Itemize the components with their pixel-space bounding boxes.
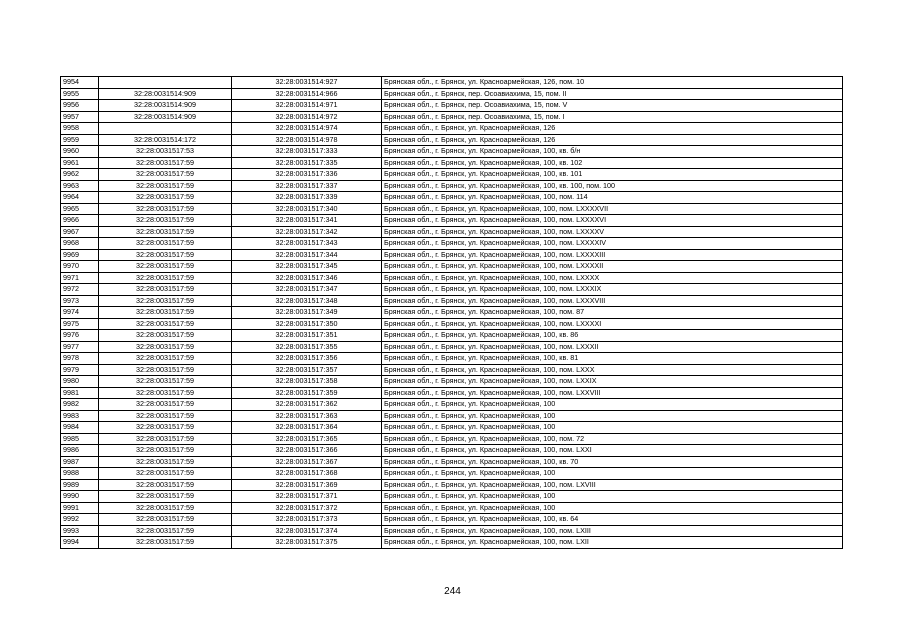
- table-row: [61, 203, 843, 215]
- table-row: [61, 410, 843, 422]
- table-row: [61, 249, 843, 261]
- parent-cadastral-number-cell: 32:28:0031517:59: [99, 215, 232, 227]
- cadastral-number-cell: 32:28:0031517:336: [232, 169, 382, 181]
- parent-cadastral-number-cell: 32:28:0031517:59: [99, 249, 232, 261]
- parent-cadastral-number-cell: 32:28:0031517:59: [99, 537, 232, 549]
- table-row: [61, 284, 843, 296]
- row-number-cell: 9992: [61, 514, 99, 526]
- cadastral-number-cell: 32:28:0031514:972: [232, 111, 382, 123]
- cadastral-number-cell: 32:28:0031514:974: [232, 123, 382, 135]
- cadastral-number-cell: 32:28:0031514:971: [232, 100, 382, 112]
- cadastral-number-cell: 32:28:0031517:366: [232, 445, 382, 457]
- parent-cadastral-number-cell: [99, 77, 232, 89]
- address-cell: Брянская обл., г. Брянск, ул. Красноармейская, 100, пом. LXXI: [382, 445, 843, 457]
- table-row: [61, 537, 843, 549]
- address-cell: Брянская обл., г. Брянск, ул. Красноармейская, 100, кв. 70: [382, 456, 843, 468]
- cadastral-number-cell: 32:28:0031517:340: [232, 203, 382, 215]
- table-row: [61, 445, 843, 457]
- address-cell: Брянская обл., г. Брянск, ул. Красноармейская, 100: [382, 410, 843, 422]
- row-number-cell: 9981: [61, 387, 99, 399]
- cadastral-number-cell: 32:28:0031517:371: [232, 491, 382, 503]
- parent-cadastral-number-cell: 32:28:0031517:59: [99, 238, 232, 250]
- parent-cadastral-number-cell: 32:28:0031514:909: [99, 100, 232, 112]
- cadastral-number-cell: 32:28:0031517:375: [232, 537, 382, 549]
- address-cell: Брянская обл., г. Брянск, ул. Красноармейская, 100, пом. LXII: [382, 537, 843, 549]
- cadastral-number-cell: 32:28:0031517:344: [232, 249, 382, 261]
- table-row: [61, 353, 843, 365]
- cadastral-number-cell: 32:28:0031517:374: [232, 525, 382, 537]
- row-number-cell: 9958: [61, 123, 99, 135]
- table-row: [61, 238, 843, 250]
- table-row: [61, 364, 843, 376]
- table-row: [61, 134, 843, 146]
- parent-cadastral-number-cell: 32:28:0031517:59: [99, 261, 232, 273]
- parent-cadastral-number-cell: 32:28:0031514:909: [99, 88, 232, 100]
- cadastral-number-cell: 32:28:0031517:359: [232, 387, 382, 399]
- address-cell: Брянская обл., г. Брянск, ул. Красноармейская, 100: [382, 468, 843, 480]
- cadastral-number-cell: 32:28:0031514:966: [232, 88, 382, 100]
- address-cell: Брянская обл., г. Брянск, ул. Красноармейская, 100, пом. LXXIX: [382, 376, 843, 388]
- cadastral-number-cell: 32:28:0031514:978: [232, 134, 382, 146]
- cadastral-number-cell: 32:28:0031514:927: [232, 77, 382, 89]
- parent-cadastral-number-cell: 32:28:0031514:909: [99, 111, 232, 123]
- table-row: [61, 468, 843, 480]
- registry-table: [60, 76, 843, 549]
- cadastral-number-cell: 32:28:0031517:367: [232, 456, 382, 468]
- row-number-cell: 9962: [61, 169, 99, 181]
- cadastral-number-cell: 32:28:0031517:358: [232, 376, 382, 388]
- row-number-cell: 9959: [61, 134, 99, 146]
- address-cell: Брянская обл., г. Брянск, ул. Красноармейская, 100, кв. 81: [382, 353, 843, 365]
- cadastral-number-cell: 32:28:0031517:365: [232, 433, 382, 445]
- address-cell: Брянская обл., г. Брянск, ул. Красноармейская, 100, пом. 87: [382, 307, 843, 319]
- row-number-cell: 9968: [61, 238, 99, 250]
- parent-cadastral-number-cell: 32:28:0031517:59: [99, 284, 232, 296]
- address-cell: Брянская обл., г. Брянск, ул. Красноармейская, 100, пом. LXXXXI: [382, 318, 843, 330]
- row-number-cell: 9986: [61, 445, 99, 457]
- table-row: [61, 111, 843, 123]
- table-row: [61, 330, 843, 342]
- row-number-cell: 9971: [61, 272, 99, 284]
- address-cell: Брянская обл., г. Брянск, ул. Красноармейская, 100, кв. б/н: [382, 146, 843, 158]
- table-row: [61, 88, 843, 100]
- row-number-cell: 9980: [61, 376, 99, 388]
- table-row: [61, 157, 843, 169]
- row-number-cell: 9983: [61, 410, 99, 422]
- table-row: [61, 180, 843, 192]
- cadastral-number-cell: 32:28:0031517:345: [232, 261, 382, 273]
- parent-cadastral-number-cell: 32:28:0031517:59: [99, 192, 232, 204]
- table-row: [61, 169, 843, 181]
- row-number-cell: 9961: [61, 157, 99, 169]
- parent-cadastral-number-cell: 32:28:0031517:59: [99, 180, 232, 192]
- parent-cadastral-number-cell: 32:28:0031517:59: [99, 295, 232, 307]
- table-row: [61, 318, 843, 330]
- row-number-cell: 9964: [61, 192, 99, 204]
- parent-cadastral-number-cell: 32:28:0031517:59: [99, 468, 232, 480]
- parent-cadastral-number-cell: 32:28:0031517:59: [99, 203, 232, 215]
- address-cell: Брянская обл., г. Брянск, ул. Красноармейская, 100, пом. LXXXXV: [382, 226, 843, 238]
- parent-cadastral-number-cell: 32:28:0031517:59: [99, 399, 232, 411]
- table-row: [61, 387, 843, 399]
- parent-cadastral-number-cell: 32:28:0031514:172: [99, 134, 232, 146]
- address-cell: Брянская обл., г. Брянск, ул. Красноармейская, 100, пом. LXXXIX: [382, 284, 843, 296]
- row-number-cell: 9989: [61, 479, 99, 491]
- table-row: [61, 192, 843, 204]
- row-number-cell: 9967: [61, 226, 99, 238]
- row-number-cell: 9965: [61, 203, 99, 215]
- row-number-cell: 9991: [61, 502, 99, 514]
- table-row: [61, 295, 843, 307]
- table-row: [61, 422, 843, 434]
- address-cell: Брянская обл., г. Брянск, ул. Красноармейская, 100, пом. LXXVIII: [382, 387, 843, 399]
- table-row: [61, 433, 843, 445]
- cadastral-number-cell: 32:28:0031517:355: [232, 341, 382, 353]
- table-row: [61, 491, 843, 503]
- table-row: [61, 307, 843, 319]
- table-row: [61, 272, 843, 284]
- row-number-cell: 9988: [61, 468, 99, 480]
- cadastral-number-cell: 32:28:0031517:362: [232, 399, 382, 411]
- parent-cadastral-number-cell: 32:28:0031517:59: [99, 307, 232, 319]
- parent-cadastral-number-cell: 32:28:0031517:59: [99, 456, 232, 468]
- address-cell: Брянская обл., г. Брянск, пер. Осоавиахима, 15, пом. I: [382, 111, 843, 123]
- row-number-cell: 9990: [61, 491, 99, 503]
- cadastral-number-cell: 32:28:0031517:369: [232, 479, 382, 491]
- parent-cadastral-number-cell: 32:28:0031517:59: [99, 376, 232, 388]
- row-number-cell: 9960: [61, 146, 99, 158]
- cadastral-number-cell: 32:28:0031517:357: [232, 364, 382, 376]
- table-row: [61, 215, 843, 227]
- address-cell: Брянская обл., г. Брянск, ул. Красноармейская, 100, пом. LXXXXII: [382, 261, 843, 273]
- cadastral-number-cell: 32:28:0031517:339: [232, 192, 382, 204]
- address-cell: Брянская обл., г. Брянск, ул. Красноармейская, 100, кв. 100, пом. 100: [382, 180, 843, 192]
- parent-cadastral-number-cell: 32:28:0031517:59: [99, 157, 232, 169]
- address-cell: Брянская обл., г. Брянск, ул. Красноармейская, 100, пом. LXVIII: [382, 479, 843, 491]
- row-number-cell: 9957: [61, 111, 99, 123]
- table-row: [61, 514, 843, 526]
- table-row: [61, 502, 843, 514]
- address-cell: Брянская обл., г. Брянск, ул. Красноармейская, 100, кв. 64: [382, 514, 843, 526]
- address-cell: Брянская обл., г. Брянск, ул. Красноармейская, 100, пом. LXXXII: [382, 341, 843, 353]
- cadastral-number-cell: 32:28:0031517:364: [232, 422, 382, 434]
- parent-cadastral-number-cell: 32:28:0031517:59: [99, 341, 232, 353]
- cadastral-number-cell: 32:28:0031517:341: [232, 215, 382, 227]
- address-cell: Брянская обл., г. Брянск, ул. Красноармейская, 100: [382, 422, 843, 434]
- row-number-cell: 9994: [61, 537, 99, 549]
- cadastral-number-cell: 32:28:0031517:363: [232, 410, 382, 422]
- address-cell: Брянская обл., г. Брянск, ул. Красноармейская, 100: [382, 491, 843, 503]
- cadastral-number-cell: 32:28:0031517:368: [232, 468, 382, 480]
- table-row: [61, 226, 843, 238]
- parent-cadastral-number-cell: 32:28:0031517:59: [99, 272, 232, 284]
- cadastral-number-cell: 32:28:0031517:335: [232, 157, 382, 169]
- cadastral-number-cell: 32:28:0031517:337: [232, 180, 382, 192]
- parent-cadastral-number-cell: 32:28:0031517:59: [99, 169, 232, 181]
- parent-cadastral-number-cell: 32:28:0031517:59: [99, 479, 232, 491]
- row-number-cell: 9954: [61, 77, 99, 89]
- row-number-cell: 9987: [61, 456, 99, 468]
- address-cell: Брянская обл., г. Брянск, ул. Красноармейская, 100, пом. LXXXXVII: [382, 203, 843, 215]
- cadastral-number-cell: 32:28:0031517:343: [232, 238, 382, 250]
- cadastral-number-cell: 32:28:0031517:347: [232, 284, 382, 296]
- address-cell: Брянская обл., г. Брянск, ул. Красноармейская, 100, пом. LXXXXVI: [382, 215, 843, 227]
- row-number-cell: 9978: [61, 353, 99, 365]
- registry-table-body: [61, 77, 843, 549]
- parent-cadastral-number-cell: 32:28:0031517:59: [99, 410, 232, 422]
- address-cell: Брянская обл., г. Брянск, ул. Красноармейская, 100: [382, 399, 843, 411]
- table-row: [61, 146, 843, 158]
- parent-cadastral-number-cell: 32:28:0031517:59: [99, 445, 232, 457]
- row-number-cell: 9982: [61, 399, 99, 411]
- address-cell: Брянская обл., г. Брянск, ул. Красноармейская, 126: [382, 123, 843, 135]
- parent-cadastral-number-cell: 32:28:0031517:59: [99, 387, 232, 399]
- address-cell: Брянская обл., г. Брянск, пер. Осоавиахима, 15, пом. V: [382, 100, 843, 112]
- cadastral-number-cell: 32:28:0031517:348: [232, 295, 382, 307]
- parent-cadastral-number-cell: 32:28:0031517:59: [99, 226, 232, 238]
- parent-cadastral-number-cell: 32:28:0031517:59: [99, 502, 232, 514]
- cadastral-number-cell: 32:28:0031517:342: [232, 226, 382, 238]
- table-row: [61, 100, 843, 112]
- address-cell: Брянская обл., г. Брянск, ул. Красноармейская, 100, пом. 72: [382, 433, 843, 445]
- address-cell: Брянская обл., г. Брянск, ул. Красноармейская, 100, пом. LXXXXIV: [382, 238, 843, 250]
- row-number-cell: 9970: [61, 261, 99, 273]
- row-number-cell: 9955: [61, 88, 99, 100]
- parent-cadastral-number-cell: 32:28:0031517:59: [99, 364, 232, 376]
- table-row: [61, 456, 843, 468]
- address-cell: Брянская обл., г. Брянск, ул. Красноармейская, 100, пом. LXXXVIII: [382, 295, 843, 307]
- address-cell: Брянская обл., г. Брянск, ул. Красноармейская, 100, пом. LXIII: [382, 525, 843, 537]
- cadastral-number-cell: 32:28:0031517:349: [232, 307, 382, 319]
- row-number-cell: 9963: [61, 180, 99, 192]
- address-cell: Брянская обл., г. Брянск, ул. Красноармейская, 126: [382, 134, 843, 146]
- cadastral-number-cell: 32:28:0031517:333: [232, 146, 382, 158]
- cadastral-number-cell: 32:28:0031517:356: [232, 353, 382, 365]
- parent-cadastral-number-cell: 32:28:0031517:59: [99, 491, 232, 503]
- parent-cadastral-number-cell: [99, 123, 232, 135]
- address-cell: Брянская обл., г. Брянск, ул. Красноармейская, 100, кв. 101: [382, 169, 843, 181]
- table-row: [61, 399, 843, 411]
- address-cell: Брянская обл., г. Брянск, ул. Красноармейская, 100, пом. LXXX: [382, 364, 843, 376]
- row-number-cell: 9979: [61, 364, 99, 376]
- page-number: 244: [444, 586, 461, 597]
- row-number-cell: 9985: [61, 433, 99, 445]
- parent-cadastral-number-cell: 32:28:0031517:59: [99, 353, 232, 365]
- row-number-cell: 9973: [61, 295, 99, 307]
- row-number-cell: 9956: [61, 100, 99, 112]
- row-number-cell: 9969: [61, 249, 99, 261]
- table-row: [61, 261, 843, 273]
- cadastral-number-cell: 32:28:0031517:350: [232, 318, 382, 330]
- row-number-cell: 9972: [61, 284, 99, 296]
- table-row: [61, 525, 843, 537]
- parent-cadastral-number-cell: 32:28:0031517:53: [99, 146, 232, 158]
- row-number-cell: 9976: [61, 330, 99, 342]
- table-row: [61, 77, 843, 89]
- table-row: [61, 376, 843, 388]
- cadastral-number-cell: 32:28:0031517:346: [232, 272, 382, 284]
- parent-cadastral-number-cell: 32:28:0031517:59: [99, 330, 232, 342]
- row-number-cell: 9977: [61, 341, 99, 353]
- table-row: [61, 341, 843, 353]
- row-number-cell: 9974: [61, 307, 99, 319]
- parent-cadastral-number-cell: 32:28:0031517:59: [99, 514, 232, 526]
- parent-cadastral-number-cell: 32:28:0031517:59: [99, 422, 232, 434]
- cadastral-number-cell: 32:28:0031517:373: [232, 514, 382, 526]
- address-cell: Брянская обл., г. Брянск, ул. Красноармейская, 100: [382, 502, 843, 514]
- row-number-cell: 9984: [61, 422, 99, 434]
- row-number-cell: 9966: [61, 215, 99, 227]
- address-cell: Брянская обл., г. Брянск, ул. Красноармейская, 100, кв. 102: [382, 157, 843, 169]
- row-number-cell: 9993: [61, 525, 99, 537]
- address-cell: Брянская обл., г. Брянск, пер. Осоавиахима, 15, пом. II: [382, 88, 843, 100]
- parent-cadastral-number-cell: 32:28:0031517:59: [99, 525, 232, 537]
- row-number-cell: 9975: [61, 318, 99, 330]
- cadastral-number-cell: 32:28:0031517:351: [232, 330, 382, 342]
- address-cell: Брянская обл., г. Брянск, ул. Красноармейская, 126, пом. 10: [382, 77, 843, 89]
- parent-cadastral-number-cell: 32:28:0031517:59: [99, 318, 232, 330]
- parent-cadastral-number-cell: 32:28:0031517:59: [99, 433, 232, 445]
- address-cell: Брянская обл., г. Брянск, ул. Красноармейская, 100, пом. LXXXXIII: [382, 249, 843, 261]
- address-cell: Брянская обл., г. Брянск, ул. Красноармейская, 100, пом. 114: [382, 192, 843, 204]
- cadastral-number-cell: 32:28:0031517:372: [232, 502, 382, 514]
- address-cell: Брянская обл., г. Брянск, ул. Красноармейская, 100, пом. LXXXX: [382, 272, 843, 284]
- address-cell: Брянская обл., г. Брянск, ул. Красноармейская, 100, кв. 86: [382, 330, 843, 342]
- table-row: [61, 479, 843, 491]
- table-row: [61, 123, 843, 135]
